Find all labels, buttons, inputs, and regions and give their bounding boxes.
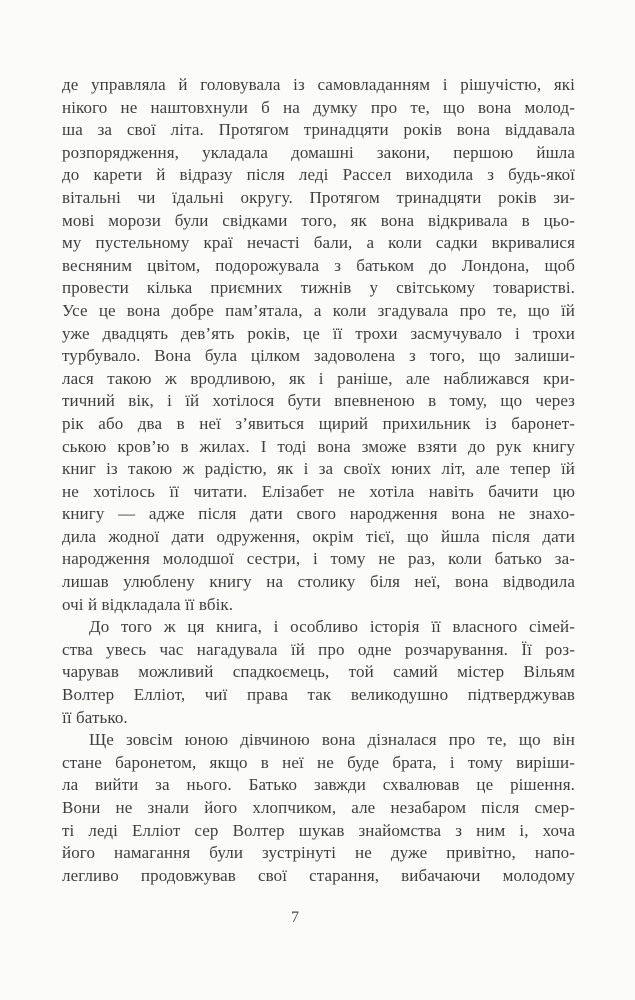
text-line: дила жодної дати одруження, окрім тієї, що йшла після дати (62, 526, 575, 546)
text-line: лишав улюблену книгу на столику біля неї, вона відводила (62, 572, 575, 592)
text-line: ла вийти за нього. Батько завжди схвалював це рішення. (62, 775, 575, 795)
text-line: легливо продовжував свої старання, вибачаючи молодому (62, 865, 575, 885)
paragraph (62, 616, 575, 729)
text-line: народження молодшої сестри, і тому не раз, коли батько за- (62, 549, 575, 569)
text-line: Ще зовсім юною дівчиною вона дізналася про те, що він (89, 730, 575, 750)
text-line: До того ж ця книга, і особливо історія її власного сімей- (89, 617, 575, 637)
text-line: мові морози були свідками того, як вона відкривала в цьо- (62, 210, 575, 230)
paragraph (62, 729, 575, 887)
text-line: уже двадцять дев’ять років, це її трохи засмучувало і трохи (62, 323, 575, 343)
text-line: де управляла й головувала із самовладанням і рішучістю, які (62, 75, 575, 94)
text-line: очі й відкладала її вбік. (62, 594, 234, 614)
text-line: рік або два в неї з’явиться щирий прихильник із баронет- (62, 413, 575, 433)
text-line: не хотілось її читати. Елізабет не хотіла навіть бачити цю (62, 481, 575, 501)
text-line: му пустельному краї нечасті бали, а коли садки вкривалися (62, 233, 575, 253)
text-line: ською кров’ю в жилах. І тоді вона зможе взяти до рук книгу (62, 436, 575, 456)
text-line: ства увесь час нагадувала їй про одне розчарування. Її роз- (62, 639, 575, 659)
text-line: ша за свої літа. Протягом тринадцяти років вона віддавала (62, 120, 575, 140)
text-line: до карети й відразу після леді Рассел виходила з будь-якої (62, 165, 575, 185)
text-line: провести кілька приємних тижнів у світському товаристві. (62, 278, 575, 298)
text-line: тичний вік, і їй хотілося бути впевненою в тому, що через (62, 391, 575, 411)
text-line: книг із такою ж радістю, як і за своїх юних літ, але тепер їй (62, 459, 575, 479)
body-text (62, 74, 575, 887)
text-line: нікого не наштовхнули б на думку про те, що вона молод- (62, 97, 575, 117)
text-line: Волтер Елліот, чиї права так великодушно підтверджував (62, 685, 575, 705)
text-line: її батько. (62, 707, 128, 727)
page-number: 7 (291, 909, 299, 926)
text-line: книгу — адже після дати свого народження вона не знахо- (62, 504, 575, 524)
text-line: вітальні чи їдальні округу. Протягом тринадцяти років зи- (62, 187, 575, 207)
text-line: стане баронетом, якщо в неї не буде брата, і тому виріши- (62, 752, 575, 772)
text-line: Усе це вона добре пам’ятала, а коли згадувала про те, що їй (62, 300, 575, 320)
text-line: розпорядження, укладала домашні закони, першою йшла (62, 142, 575, 162)
text-line: ті леді Елліот сер Волтер шукав знайомства з ним і, хоча (62, 820, 575, 840)
text-line: лася такою ж вродливою, як і раніше, але наближався кри- (62, 368, 575, 388)
text-line: його намагання були зустрінуті не дуже привітно, напо- (62, 843, 575, 863)
text-line: турбувало. Вона була цілком задоволена з того, що залиши- (62, 346, 575, 366)
text-line: чарував можливий спадкоємець, той самий містер Вільям (62, 662, 575, 682)
text-line: Вони не знали його хлопчиком, але незабаром після смер- (62, 798, 575, 817)
text-line: весняним цвітом, подорожувала з батьком до Лондона, щоб (62, 255, 575, 275)
paragraph (62, 74, 575, 616)
